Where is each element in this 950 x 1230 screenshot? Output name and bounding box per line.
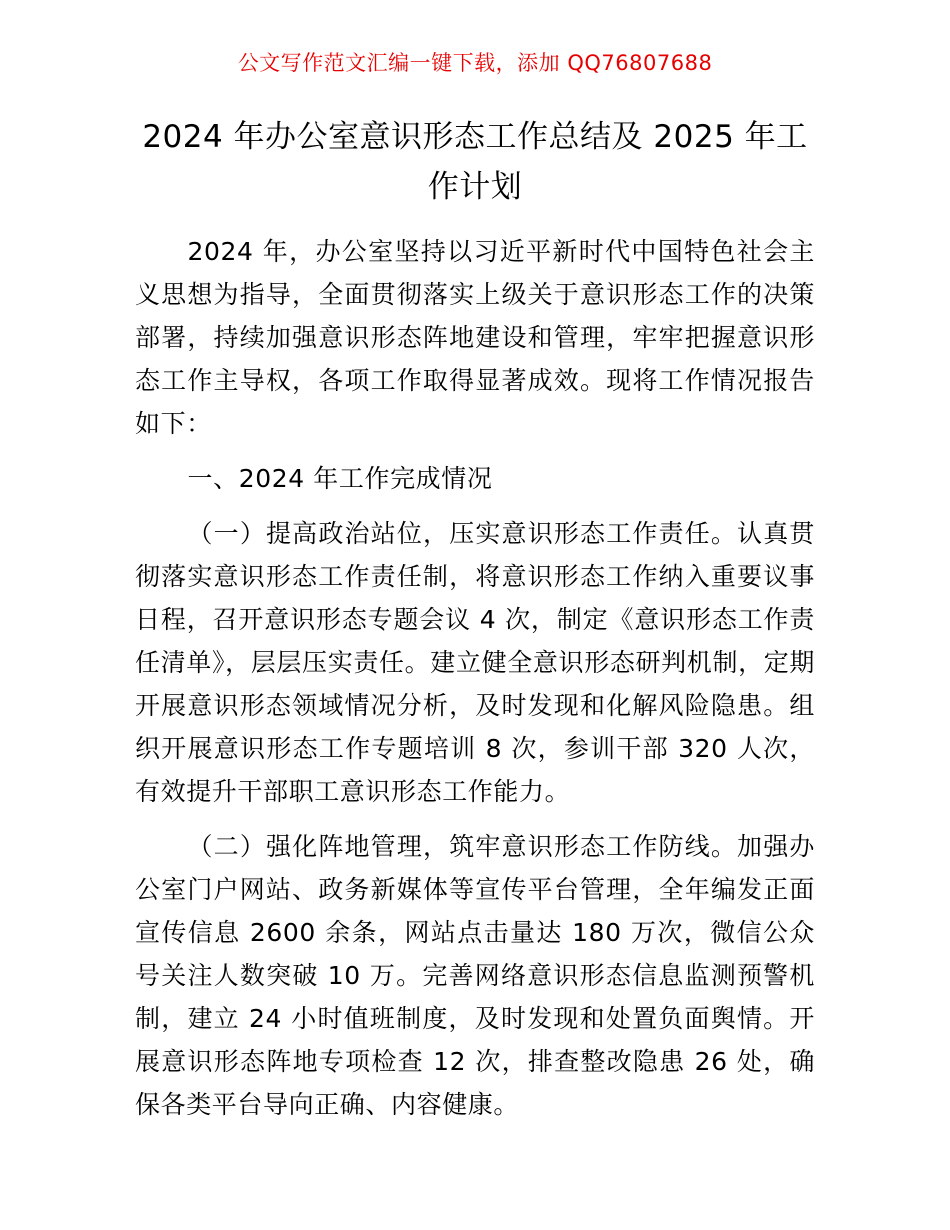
section-heading-1: 一、2024 年工作完成情况 (187, 464, 493, 493)
document-title: 2024 年办公室意识形态工作总结及 2025 年工作计划 (142, 119, 808, 205)
promo-banner-text: 公文写作范文汇编一键下载，添加 QQ76807688 (237, 51, 713, 75)
paragraph-section-1-2: （二）强化阵地管理，筑牢意识形态工作防线。加强办公室门户网站、政务新媒体等宣传平台管理，全年编发正面宣传信息 2600 余条，网站点击量达 180 万次，微信公众号关注人数突破 10 万。完善网络意识形态信息监测预警机制，建立 24 小时值班制度，及时发现和处置负面舆情。开展意识形态阵地专项检查 12 次，排查整改隐患 26 处，确保各类平台导向正确、内容健康。 (135, 832, 815, 1119)
paragraph-section-1-1: （一）提高政治站位，压实意识形态工作责任。认真贯彻落实意识形态工作责任制，将意识形态工作纳入重要议事日程，召开意识形态专题会议 4 次，制定《意识形态工作责任清单》，层层压实责任。建立健全意识形态研判机制，定期开展意识形态领域情况分析，及时发现和化解风险隐患。组织开展意识形态工作专题培训 8 次，参训干部 320 人次，有效提升干部职工意识形态工作能力。 (135, 519, 815, 806)
paragraph-intro: 2024 年，办公室坚持以习近平新时代中国特色社会主义思想为指导，全面贯彻落实上级关于意识形态工作的决策部署，持续加强意识形态阵地建设和管理，牢牢把握意识形态工作主导权，各项工作取得显著成效。现将工作情况报告如下： (135, 237, 815, 438)
